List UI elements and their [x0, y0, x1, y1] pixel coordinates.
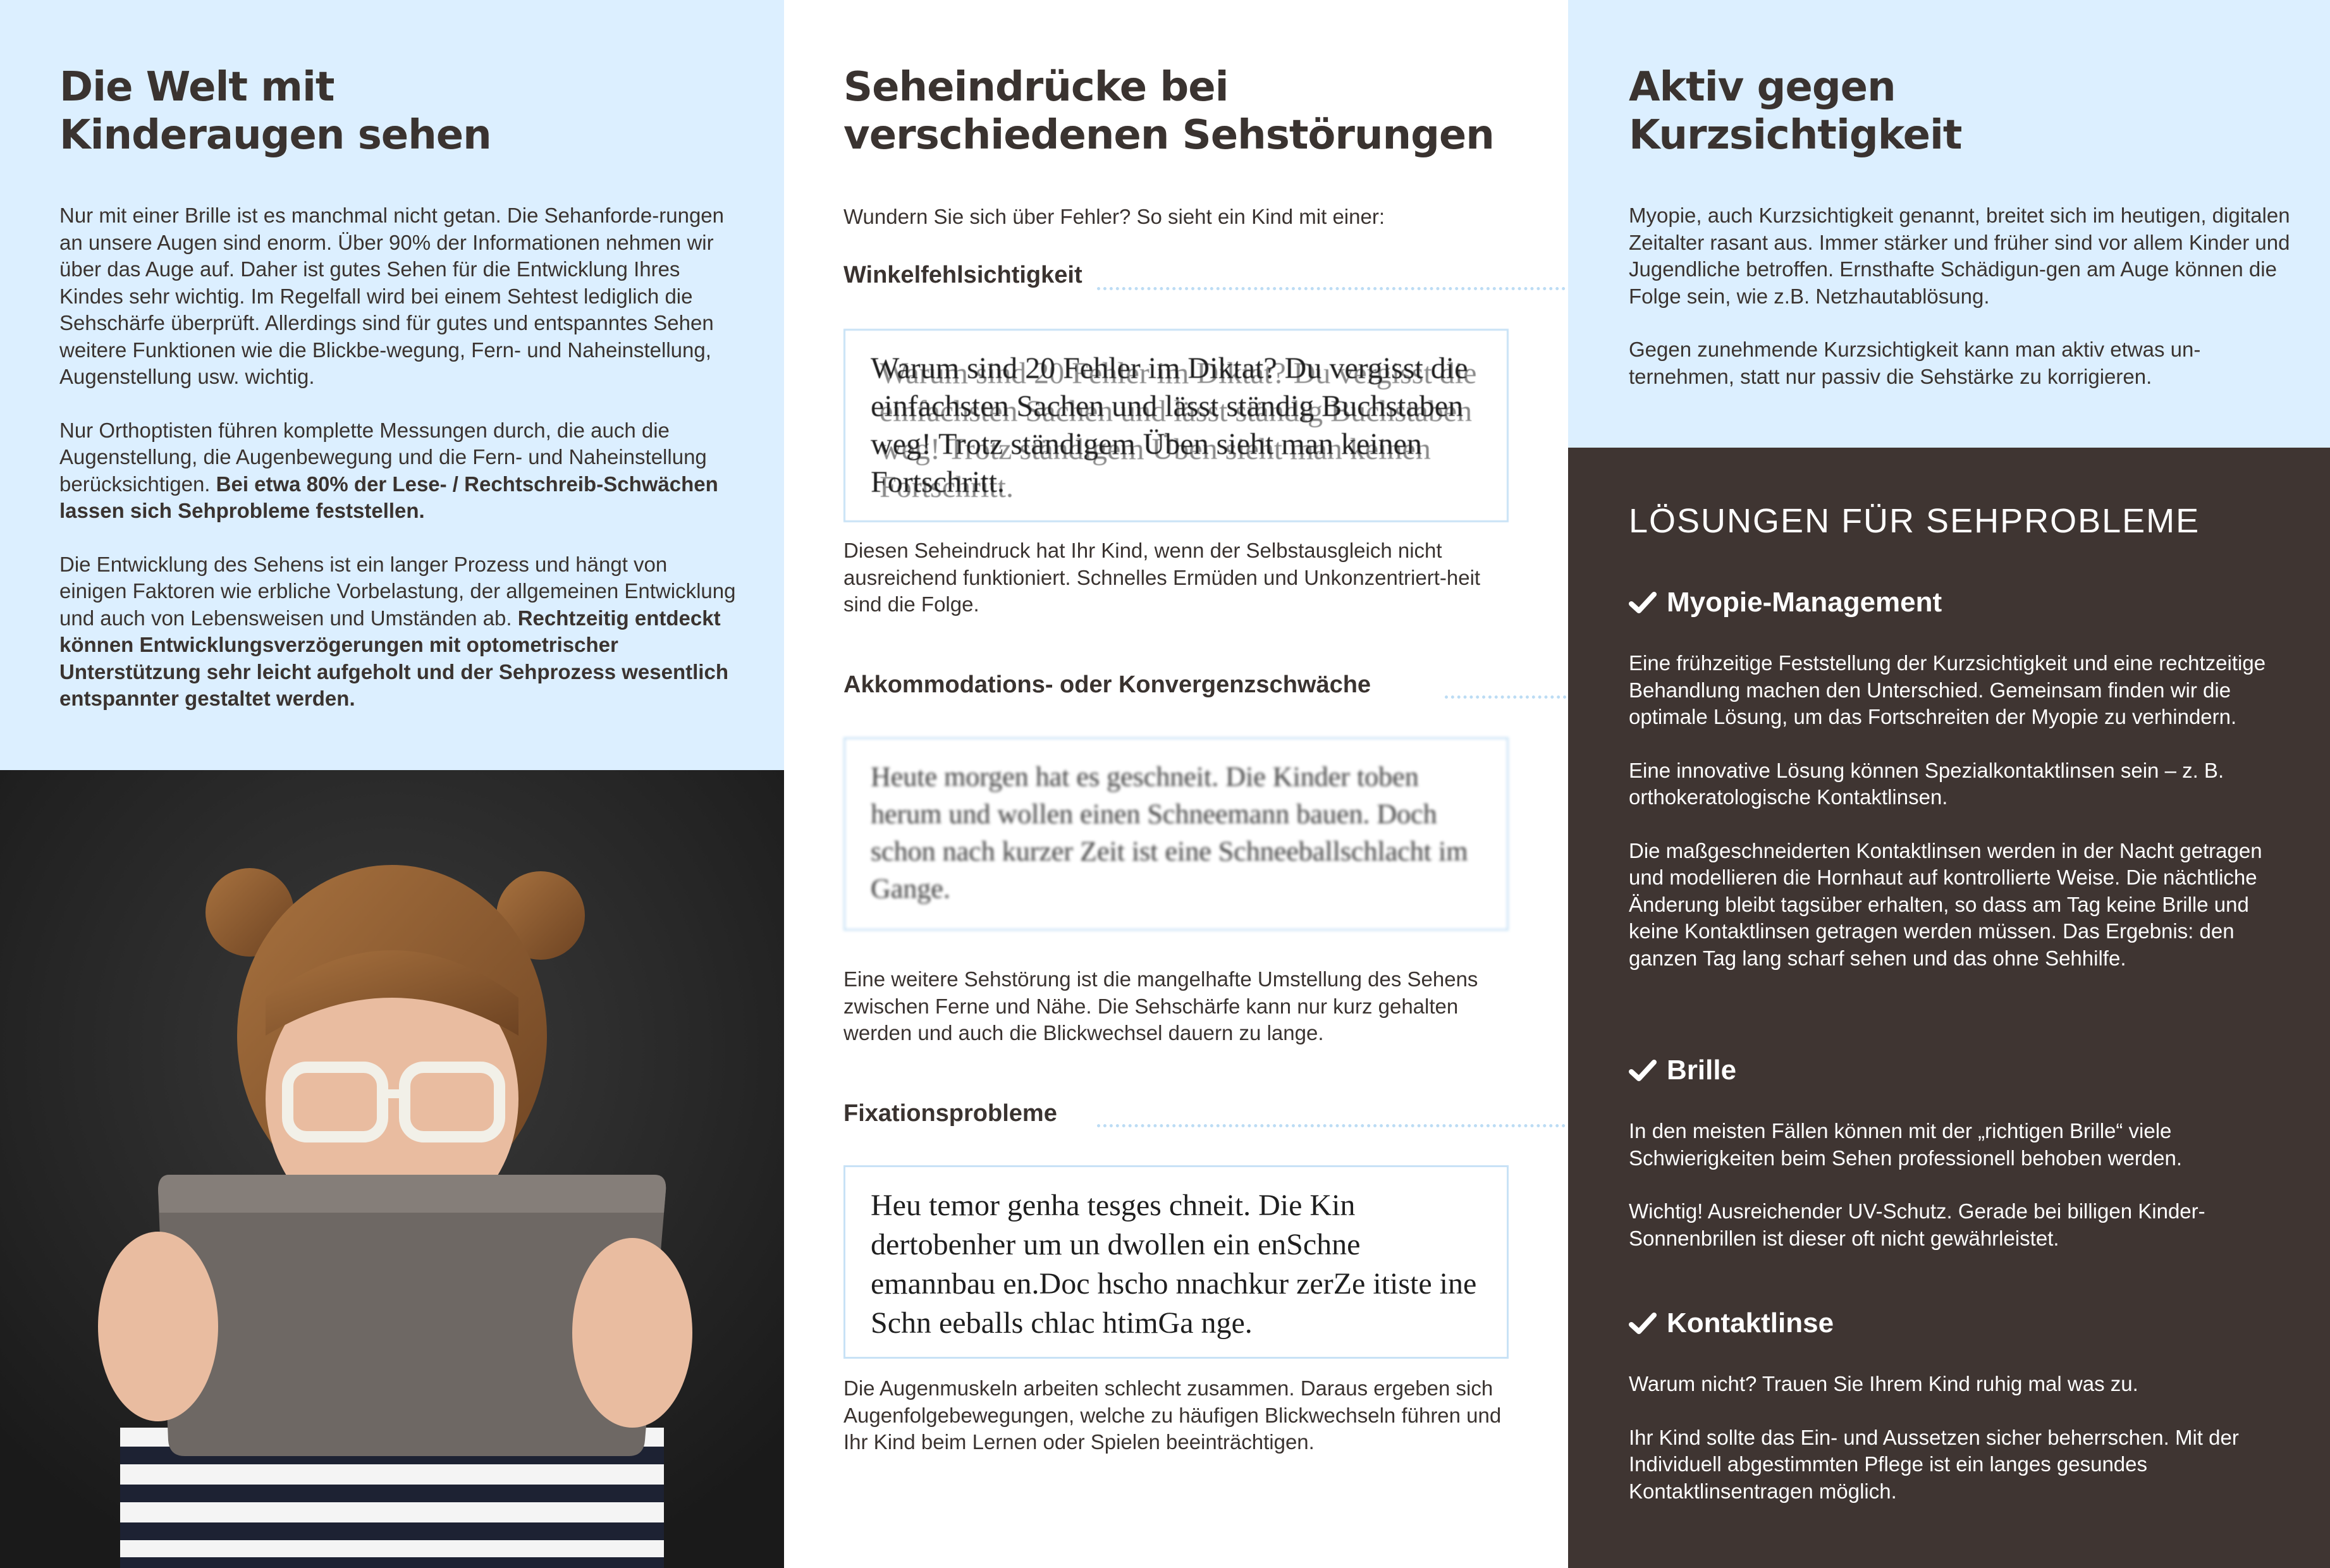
check-icon [1629, 589, 1657, 616]
child-with-tablet-photo [0, 770, 784, 1568]
section-heading-winkelfehlsichtigkeit: Winkelfehlsichtigkeit [843, 262, 1082, 288]
column3-body [1629, 202, 2293, 417]
intro-panel [0, 0, 784, 770]
column3-paragraph-1: Myopie, auch Kurzsichtigkeit genannt, breitet sich im heutigen, digitalen Zeitalter rasant aus. Immer stärker und früher sind vor allem Kinder und Jugendliche betroffen. Ernsthafte Schädigun-gen am Auge können die Folge sein, wie z.B. Netzhautablösung. [1629, 204, 2290, 308]
column3-title: Aktiv gegen Kurzsichtigkeit [1629, 64, 1962, 159]
column2-title: Seheindrücke bei verschiedenen Sehstörungen [843, 64, 1494, 159]
solutions-panel [1568, 448, 2330, 1568]
column1-title: Die Welt mit Kinderaugen sehen [59, 64, 491, 159]
solutions-title: LÖSUNGEN FÜR SEHPROBLEME [1629, 502, 2200, 540]
section-text-akkommodation: Eine weitere Sehstörung ist die mangelhafte Umstellung des Sehens zwischen Ferne und Nähe. Die Sehschärfe kann nur kurz gehalten werden und auch die Blickwechsel dauern zu lange. [843, 967, 1478, 1044]
sample-text-akkommodation: Heute morgen hat es geschneit. Die Kinder toben herum und wollen einen Schneemann bauen. Doch schon nach kurzer Zeit ist eine Schneeballschlacht im Gange. [843, 737, 1509, 931]
column1-paragraph-2: Nur Orthoptisten führen komplette Messungen durch, die auch die Augenstellung, die Augenbewegung und die Fern- und Naheinstellung berücksichtigen. Bei etwa 80% der Lese- / Rechtschreib-Schwächen lassen sich Sehprobleme feststellen. [59, 418, 718, 522]
section-text-fixationsprobleme: Die Augenmuskeln arbeiten schlecht zusammen. Daraus ergeben sich Augenfolgebewegungen, welche zu häufigen Blickwechseln führen und Ihr Kind beim Lernen oder Spielen beeinträchtigen. [843, 1376, 1502, 1454]
myopia-intro-panel [1568, 0, 2330, 448]
sample-text-fixationsprobleme: Heu temor genha tesges chneit. Die Kin dertobenher um un dwollen ein enSchne emannbau en.Doc hscho nnachkur zerZe itiste ine Schn eeballs chlac htimGa nge. [843, 1165, 1509, 1359]
check-icon [1629, 1057, 1657, 1084]
kontaktlinse-text: Warum nicht? Trauen Sie Ihrem Kind ruhig mal was zu. Ihr Kind sollte das Ein- und Aussetzen sicher beherrschen. Mit der Individuell abgestimmten Pflege ist ein langes gesundes Kontaktlinsentragen möglich. [1629, 1372, 2239, 1503]
brille-text: In den meisten Fällen können mit der „richtigen Brille“ viele Schwierigkeiten beim Sehen professionell behoben werden. Wichtig! Ausreichender UV-Schutz. Gerade bei billigen Kinder-Sonnenbrillen ist dieser oft nicht gewährleistet. [1629, 1119, 2205, 1250]
column2-intro: Wundern Sie sich über Fehler? So sieht ein Kind mit einer: [843, 205, 1385, 228]
column1-paragraph-3: Die Entwicklung des Sehens ist ein langer Prozess und hängt von einigen Faktoren wie erbliche Vorbelastung, der allgemeinen Entwicklung und auch von Lebensweisen und Umständen ab. Rechtzeitig entdeckt können Entwicklungsverzögerungen mit optometrischer Unterstützung sehr leicht aufgeholt und der Sehprozess wesentlich entspannter gestaltet werden. [59, 552, 736, 710]
column-aktiv-gegen-kurzsichtigkeit [1568, 0, 2330, 1568]
column-seheindruecke [784, 0, 1568, 1568]
child-illustration [0, 770, 784, 1568]
sample-text-winkelfehlsichtigkeit: Warum sind 20 Fehler im Diktat? Du vergisst die einfachsten Sachen und lässt ständig Buchstaben weg! Trotz ständigem Üben sieht man keinen Fortschritt. [843, 329, 1509, 522]
column3-paragraph-2: Gegen zunehmende Kurzsichtigkeit kann man aktiv etwas un-ternehmen, statt nur passiv die Sehstärke zu korrigieren. [1629, 338, 2201, 388]
solution-brille: Brille [1629, 1055, 1736, 1086]
section-heading-fixationsprobleme: Fixationsprobleme [843, 1100, 1057, 1127]
check-icon [1629, 1309, 1657, 1337]
myopie-text: Eine frühzeitige Feststellung der Kurzsichtigkeit und eine rechtzeitige Behandlung machen den Unterschied. Gemeinsam finden wir die optimale Lösung, um das Fortschreiten der Myopie zu verhindern. Eine innovative Lösung können Spezialkontaktlinsen sein – z. B. orthokeratologische Kontaktlinsen. Die maßgeschneiderten Kontaktlinsen werden in der Nacht getragen und modellieren die Hornhaut auf kontrollierte Weise. Die nächtliche Änderung bleibt tagsüber erhalten, so dass am Tag keine Brille und keine Kontaktlinsen getragen werden müssen. Das Ergebnis: den ganzen Tag lang scharf sehen und das ohne Sehhilfe. [1629, 651, 2266, 970]
column1-paragraph-1: Nur mit einer Brille ist es manchmal nicht getan. Die Sehanforde-rungen an unsere Augen sind enorm. Über 90% der Informationen nehmen wir über das Auge auf. Daher ist gutes Sehen für die Entwicklung Ihres Kindes sehr wichtig. Im Regelfall wird bei einem Sehtest lediglich die Sehschärfe überprüft. Allerdings sind für gutes und entspanntes Sehen weitere Funktionen wie die Blickbe-wegung, Fern- und Naheinstellung, Augenstellung usw. wichtig. [59, 204, 725, 388]
solution-kontaktlinse: Kontaktlinse [1629, 1308, 1834, 1339]
section-heading-akkommodation: Akkommodations- oder Konvergenzschwäche [843, 671, 1371, 698]
column1-body [59, 202, 736, 739]
section-text-winkelfehlsichtigkeit: Diesen Seheindruck hat Ihr Kind, wenn der Selbstausgleich nicht ausreichend funktioniert. Schnelles Ermüden und Unkonzentriert-heit sind die Folge. [843, 539, 1481, 616]
solution-myopie-management: Myopie-Management [1629, 587, 1942, 618]
column-welt-mit-kinderaugen [0, 0, 784, 1568]
